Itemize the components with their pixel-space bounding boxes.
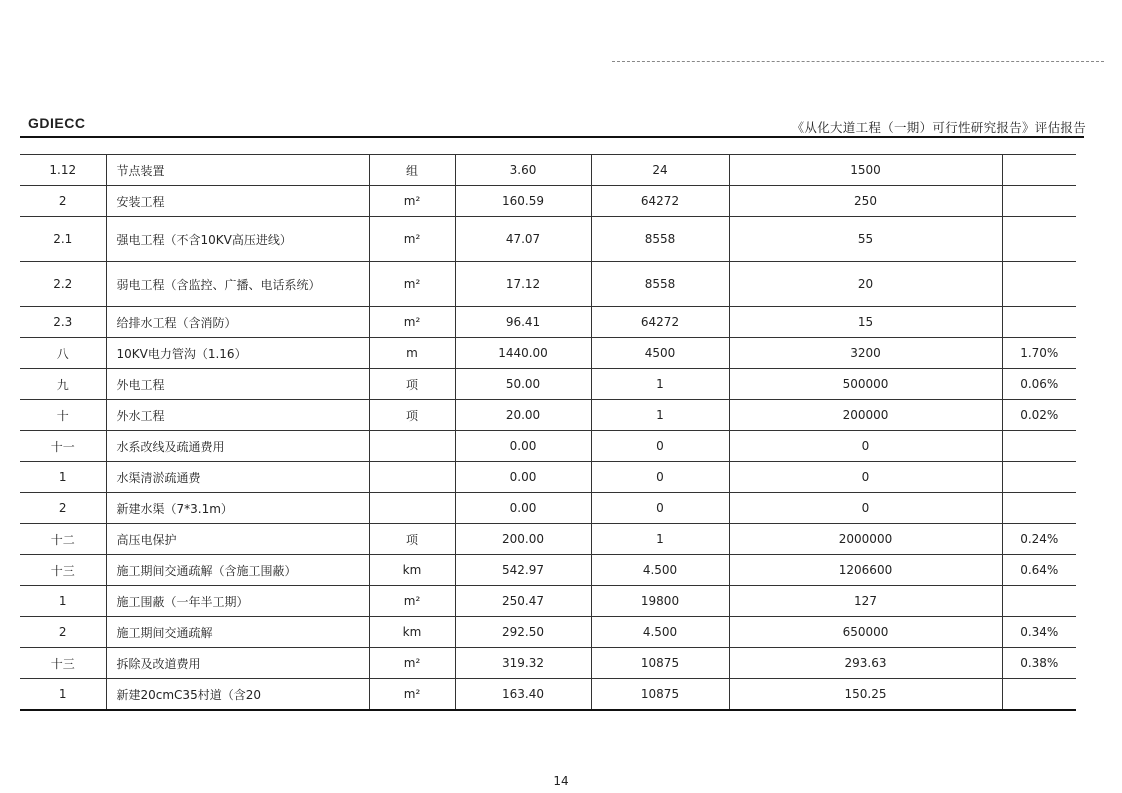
item-number: 1.12 xyxy=(20,155,106,186)
item-unit: m xyxy=(369,338,455,369)
table-row xyxy=(20,586,1076,617)
item-unit-price: 160.59 xyxy=(455,186,591,217)
item-quantity: 4.500 xyxy=(591,617,729,648)
item-unit-price: 96.41 xyxy=(455,307,591,338)
item-unit xyxy=(369,431,455,462)
item-unit-price: 3.60 xyxy=(455,155,591,186)
report-title-header: 《从化大道工程（一期）可行性研究报告》评估报告 xyxy=(791,120,1086,135)
table-row xyxy=(20,338,1076,369)
item-ratio: 0.06% xyxy=(1002,369,1076,400)
item-total: 55 xyxy=(729,217,1002,262)
item-quantity: 0 xyxy=(591,493,729,524)
item-ratio xyxy=(1002,307,1076,338)
item-unit-price: 0.00 xyxy=(455,493,591,524)
item-ratio xyxy=(1002,586,1076,617)
table-row xyxy=(20,369,1076,400)
table-row xyxy=(20,617,1076,648)
item-unit: m² xyxy=(369,217,455,262)
item-unit-price: 292.50 xyxy=(455,617,591,648)
table-row xyxy=(20,431,1076,462)
item-unit-price: 50.00 xyxy=(455,369,591,400)
item-name: 施工期间交通疏解（含施工围蔽） xyxy=(106,555,369,586)
item-number: 九 xyxy=(20,369,106,400)
item-unit-price: 47.07 xyxy=(455,217,591,262)
item-number: 1 xyxy=(20,679,106,711)
item-unit: km xyxy=(369,617,455,648)
item-number: 十一 xyxy=(20,431,106,462)
item-quantity: 4.500 xyxy=(591,555,729,586)
table-row xyxy=(20,555,1076,586)
item-unit-price: 163.40 xyxy=(455,679,591,711)
item-total: 650000 xyxy=(729,617,1002,648)
item-unit: m² xyxy=(369,586,455,617)
item-unit xyxy=(369,493,455,524)
item-name: 外电工程 xyxy=(106,369,369,400)
item-total: 0 xyxy=(729,462,1002,493)
item-total: 20 xyxy=(729,262,1002,307)
item-quantity: 1 xyxy=(591,369,729,400)
item-name: 拆除及改道费用 xyxy=(106,648,369,679)
item-number: 2 xyxy=(20,617,106,648)
item-total: 3200 xyxy=(729,338,1002,369)
item-name: 施工期间交通疏解 xyxy=(106,617,369,648)
item-unit: m² xyxy=(369,186,455,217)
item-quantity: 24 xyxy=(591,155,729,186)
table-row xyxy=(20,217,1076,262)
table-row xyxy=(20,400,1076,431)
item-number: 1 xyxy=(20,586,106,617)
item-unit xyxy=(369,462,455,493)
table-row xyxy=(20,262,1076,307)
item-unit-price: 1440.00 xyxy=(455,338,591,369)
item-ratio: 0.02% xyxy=(1002,400,1076,431)
top-dashed-rule xyxy=(612,61,1104,62)
item-total: 1500 xyxy=(729,155,1002,186)
item-unit: km xyxy=(369,555,455,586)
item-ratio xyxy=(1002,679,1076,711)
table-row xyxy=(20,524,1076,555)
item-ratio xyxy=(1002,493,1076,524)
item-ratio: 0.24% xyxy=(1002,524,1076,555)
item-name: 水渠清淤疏通费 xyxy=(106,462,369,493)
item-quantity: 1 xyxy=(591,524,729,555)
item-total: 2000000 xyxy=(729,524,1002,555)
item-name: 弱电工程（含监控、广播、电话系统） xyxy=(106,262,369,307)
item-number: 十三 xyxy=(20,555,106,586)
item-number: 2.2 xyxy=(20,262,106,307)
table-row xyxy=(20,462,1076,493)
item-name: 10KV电力管沟（1.16） xyxy=(106,338,369,369)
item-ratio: 0.34% xyxy=(1002,617,1076,648)
item-total: 150.25 xyxy=(729,679,1002,711)
org-header: GDIECC xyxy=(28,115,86,131)
item-unit-price: 17.12 xyxy=(455,262,591,307)
item-total: 250 xyxy=(729,186,1002,217)
item-ratio: 1.70% xyxy=(1002,338,1076,369)
item-name: 给排水工程（含消防） xyxy=(106,307,369,338)
item-ratio: 0.64% xyxy=(1002,555,1076,586)
item-unit: m² xyxy=(369,648,455,679)
item-unit-price: 0.00 xyxy=(455,431,591,462)
item-unit-price: 200.00 xyxy=(455,524,591,555)
item-unit-price: 250.47 xyxy=(455,586,591,617)
item-unit: 项 xyxy=(369,369,455,400)
item-name: 高压电保护 xyxy=(106,524,369,555)
item-unit: 项 xyxy=(369,400,455,431)
item-name: 外水工程 xyxy=(106,400,369,431)
item-unit: m² xyxy=(369,679,455,711)
item-ratio xyxy=(1002,431,1076,462)
item-unit: m² xyxy=(369,307,455,338)
item-total: 15 xyxy=(729,307,1002,338)
item-unit-price: 0.00 xyxy=(455,462,591,493)
item-unit-price: 319.32 xyxy=(455,648,591,679)
item-quantity: 8558 xyxy=(591,262,729,307)
item-number: 十二 xyxy=(20,524,106,555)
item-name: 施工围蔽（一年半工期） xyxy=(106,586,369,617)
item-number: 2.3 xyxy=(20,307,106,338)
item-quantity: 10875 xyxy=(591,648,729,679)
item-quantity: 1 xyxy=(591,400,729,431)
item-name: 水系改线及疏通费用 xyxy=(106,431,369,462)
item-quantity: 4500 xyxy=(591,338,729,369)
table-row xyxy=(20,307,1076,338)
item-ratio xyxy=(1002,217,1076,262)
item-number: 2 xyxy=(20,493,106,524)
item-total: 500000 xyxy=(729,369,1002,400)
item-quantity: 8558 xyxy=(591,217,729,262)
item-name: 新建20cmC35村道（含20 xyxy=(106,679,369,711)
item-quantity: 0 xyxy=(591,462,729,493)
item-ratio xyxy=(1002,186,1076,217)
item-quantity: 19800 xyxy=(591,586,729,617)
item-name: 新建水渠（7*3.1m） xyxy=(106,493,369,524)
item-quantity: 10875 xyxy=(591,679,729,711)
table-row xyxy=(20,679,1076,711)
item-unit-price: 20.00 xyxy=(455,400,591,431)
item-number: 2.1 xyxy=(20,217,106,262)
item-ratio xyxy=(1002,155,1076,186)
item-unit: 项 xyxy=(369,524,455,555)
page-number: 14 xyxy=(553,774,569,788)
cost-table xyxy=(20,154,1076,711)
item-unit: 组 xyxy=(369,155,455,186)
item-total: 0 xyxy=(729,493,1002,524)
item-unit-price: 542.97 xyxy=(455,555,591,586)
table-row xyxy=(20,493,1076,524)
table-row xyxy=(20,155,1076,186)
item-number: 1 xyxy=(20,462,106,493)
item-name: 节点装置 xyxy=(106,155,369,186)
item-name: 强电工程（不含10KV高压进线） xyxy=(106,217,369,262)
table-row xyxy=(20,648,1076,679)
item-number: 十三 xyxy=(20,648,106,679)
item-unit: m² xyxy=(369,262,455,307)
header-rule xyxy=(20,136,1084,138)
item-number: 八 xyxy=(20,338,106,369)
item-ratio xyxy=(1002,262,1076,307)
item-total: 127 xyxy=(729,586,1002,617)
item-quantity: 64272 xyxy=(591,186,729,217)
item-ratio xyxy=(1002,462,1076,493)
table-row xyxy=(20,186,1076,217)
item-total: 0 xyxy=(729,431,1002,462)
item-total: 200000 xyxy=(729,400,1002,431)
item-quantity: 64272 xyxy=(591,307,729,338)
item-name: 安装工程 xyxy=(106,186,369,217)
item-total: 293.63 xyxy=(729,648,1002,679)
item-number: 2 xyxy=(20,186,106,217)
item-number: 十 xyxy=(20,400,106,431)
item-quantity: 0 xyxy=(591,431,729,462)
item-ratio: 0.38% xyxy=(1002,648,1076,679)
item-total: 1206600 xyxy=(729,555,1002,586)
